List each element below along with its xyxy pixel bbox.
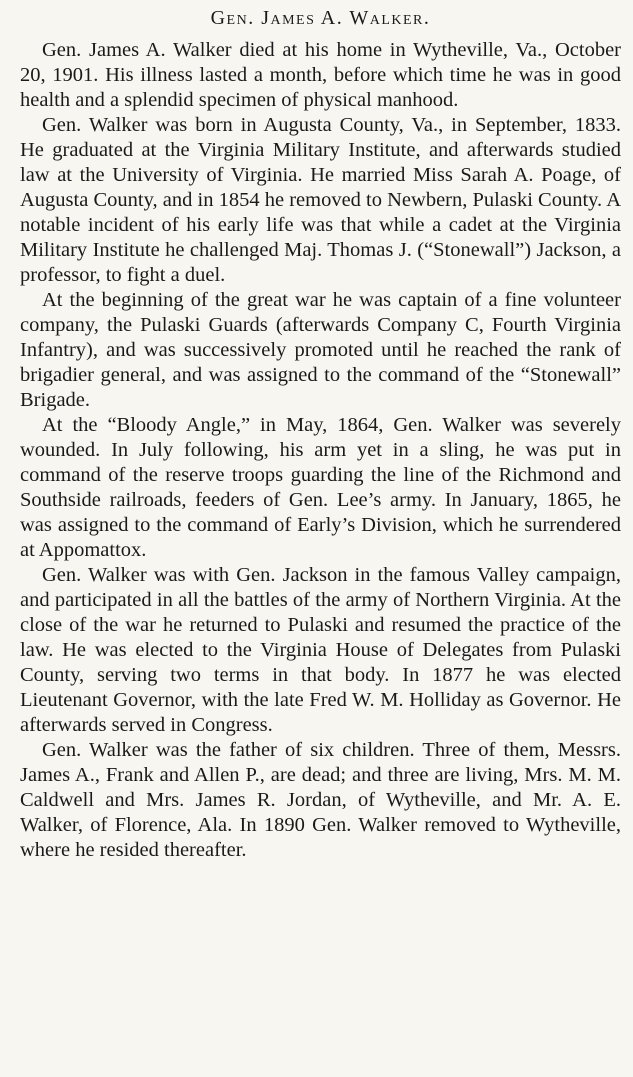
paragraph-bloody-angle: At the “Bloody Angle,” in May, 1864, Gen. Walker was severely wounded. In July following, his arm yet in a sling, he was put in command of the reserve troops guarding the line of the Richmond and Southside railroads, feeders of Gen. Lee’s army. In January, 1865, he was assigned to the command of Early’s Division, which he surrendered at Appomattox. (20, 414, 621, 561)
article (20, 0, 621, 1077)
paragraph-early-life: Gen. Walker was born in Augusta County, Va., in September, 1833. He graduated at the Virginia Military Institute, and afterwards studied law at the University of Virginia. He married Miss Sarah A. Poage, of Augusta County, and in 1854 he removed to Newbern, Pulaski County. A notable incident of his early life was that while a cadet at the Virginia Military Institute he challenged Maj. Thomas J. (“Stonewall”) Jackson, a professor, to fight a duel. (20, 114, 621, 286)
paragraph-family: Gen. Walker was the father of six children. Three of them, Messrs. James A., Frank and Allen P., are dead; and three are living, Mrs. M. M. Caldwell and Mrs. James R. Jordan, of Wytheville, and Mr. A. E. Walker, of Florence, Ala. In 1890 Gen. Walker removed to Wytheville, where he resided thereafter. (20, 739, 621, 861)
article-title: Gen. James A. Walker. (210, 7, 431, 29)
paragraph-death: Gen. James A. Walker died at his home in Wytheville, Va., October 20, 1901. His illness lasted a month, before which time he was in good health and a splendid specimen of physical manhood. (20, 39, 621, 111)
paragraph-war-service: At the beginning of the great war he was captain of a fine volunteer company, the Pulaski Guards (afterwards Company C, Fourth Virginia Infantry), and was successively promoted until he reached the rank of brigadier general, and was assigned to the command of the “Stonewall” Brigade. (20, 289, 621, 411)
paragraph-postwar-career: Gen. Walker was with Gen. Jackson in the famous Valley campaign, and participated in all the battles of the army of Northern Virginia. At the close of the war he returned to Pulaski and resumed the practice of the law. He was elected to the Virginia House of Delegates from Pulaski County, serving two terms in that body. In 1877 he was elected Lieutenant Governor, with the late Fred W. M. Holliday as Governor. He afterwards served in Congress. (20, 564, 621, 736)
